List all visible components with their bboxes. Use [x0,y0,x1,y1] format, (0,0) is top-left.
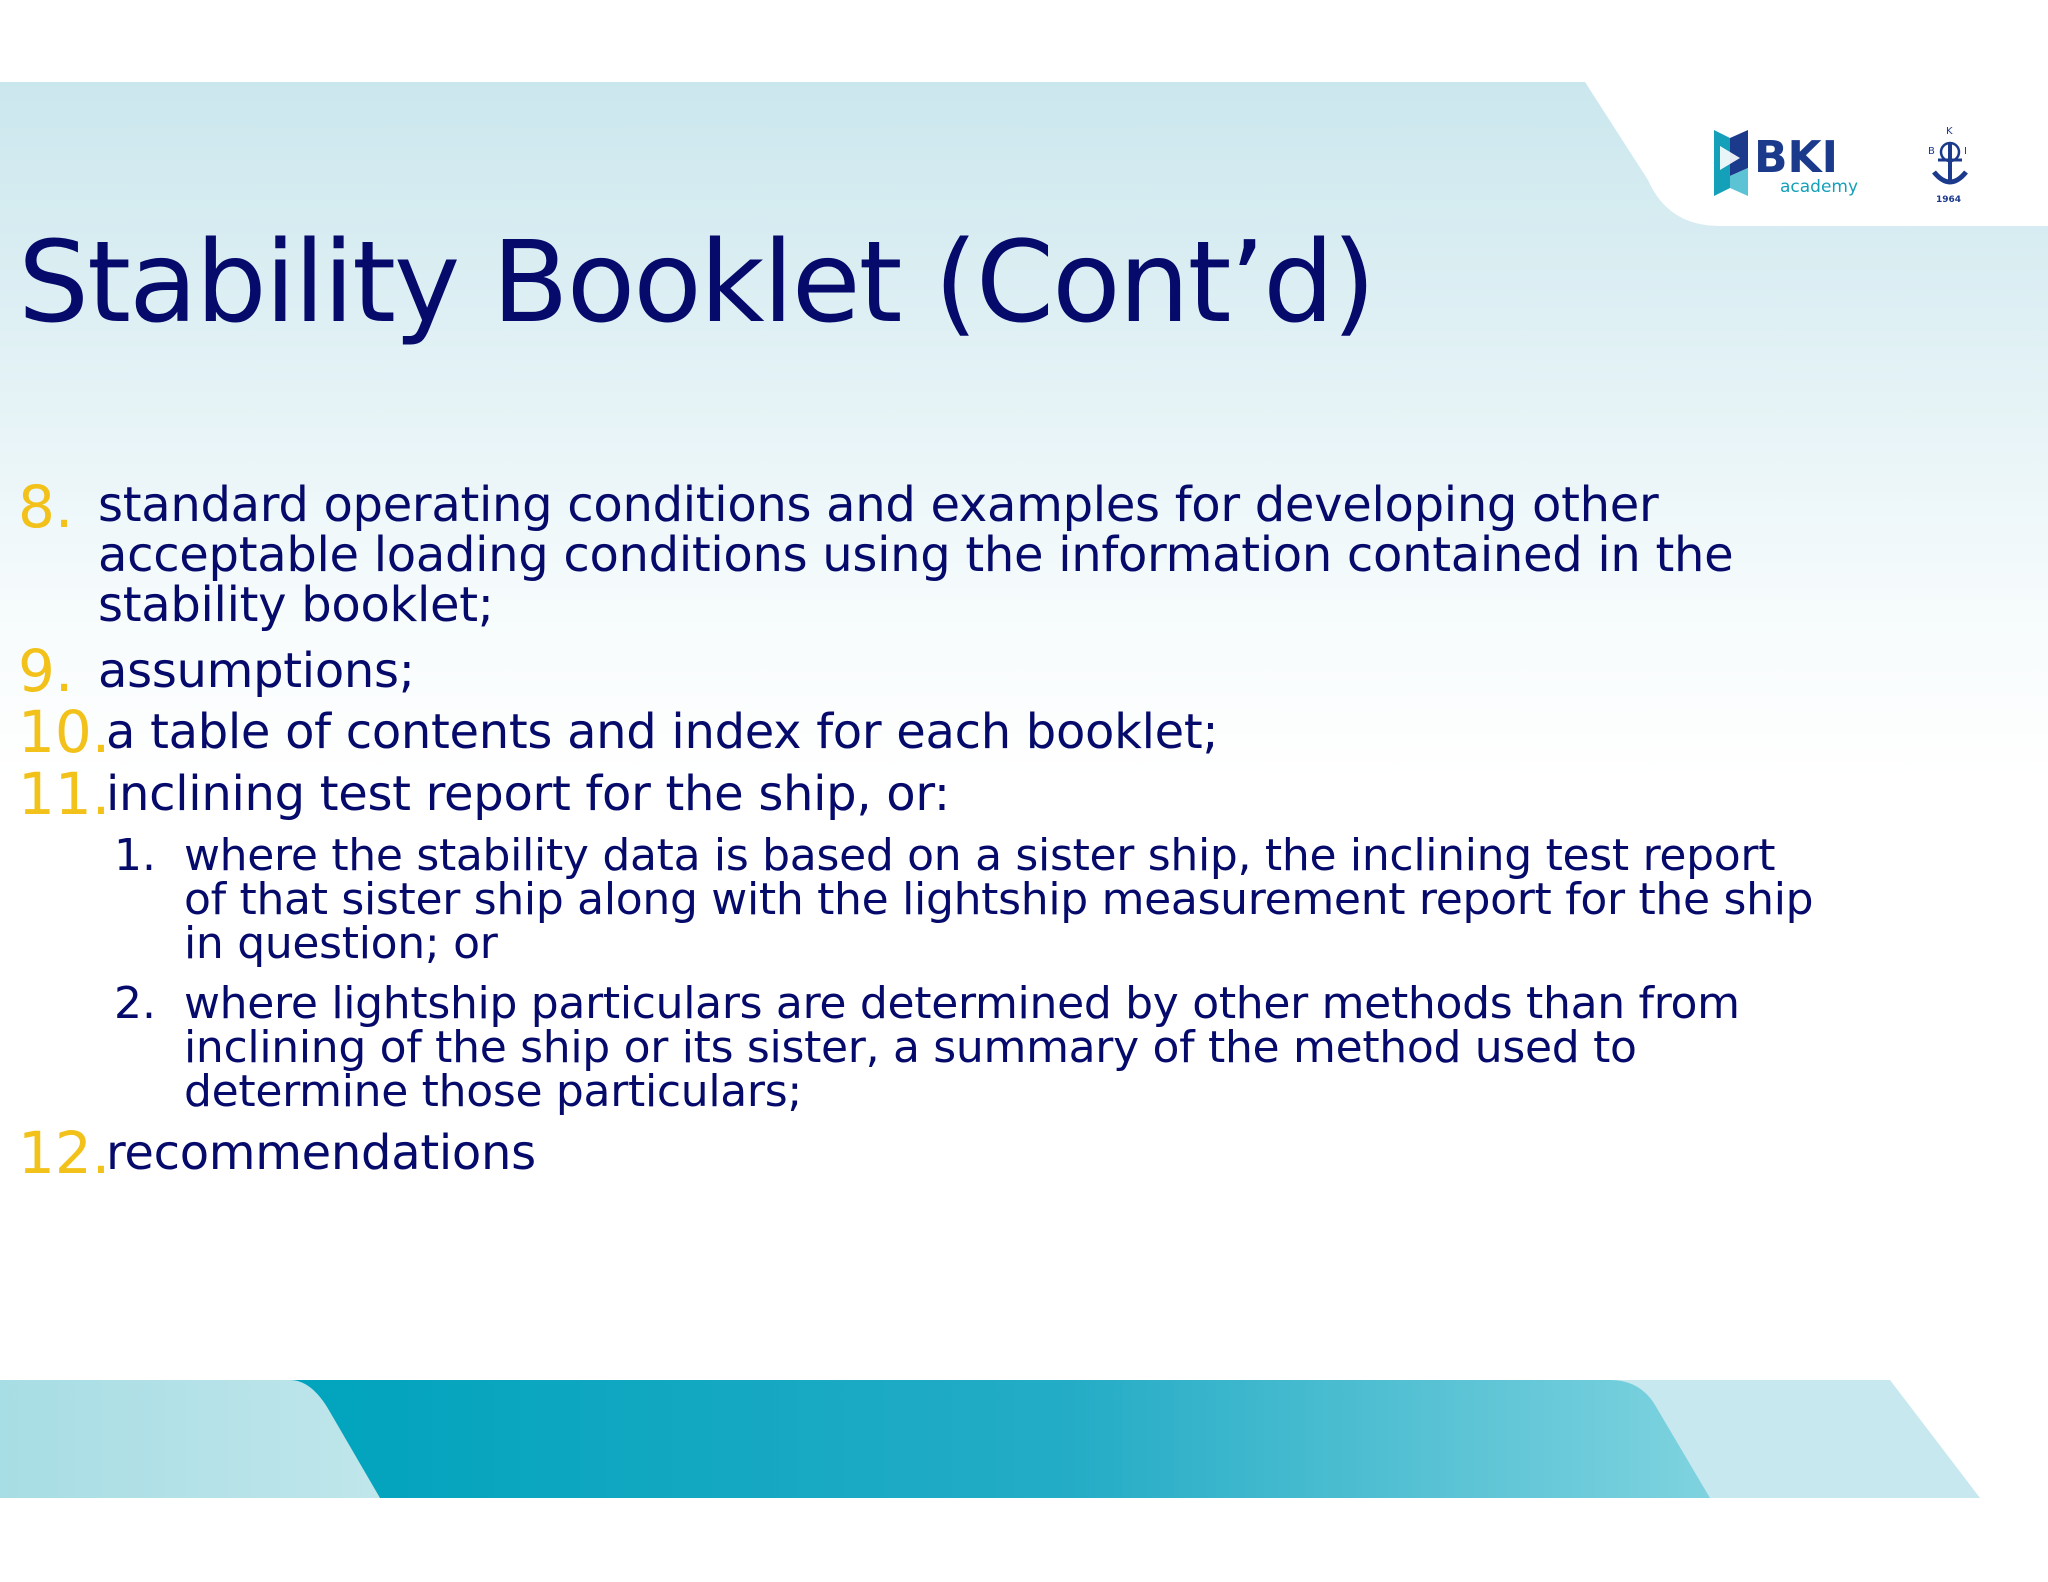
list-item-number: 10. [18,698,111,766]
logo-brand-text: BKI [1754,132,1839,183]
sub-list-item-number: 1. [114,830,156,881]
svg-text:K: K [1946,126,1953,137]
bki-logo-icon [1710,118,1980,208]
list-item-text: recommendations [106,1125,536,1181]
list-item-text: assumptions; [98,643,415,699]
list-item-number: 12. [18,1119,111,1187]
sub-list-item-number: 2. [114,978,156,1029]
list-item-number: 11. [18,760,111,828]
list-item-text: a table of contents and index for each booklet; [106,704,1219,760]
svg-text:B: B [1928,146,1935,157]
svg-text:1964: 1964 [1936,195,1962,205]
anchor-emblem-icon [1928,126,1967,205]
sub-list-item-text: where lightship particulars are determined by other methods than from inclining of the ship or its sister, a summary of the method used to determine those particulars; [184,978,1740,1117]
sub-list-item-text: where the stability data is based on a sister ship, the inclining test report of that sister ship along with the lightship measurement report for the ship in question; or [184,830,1814,969]
list-item-text: inclining test report for the ship, or: [106,766,950,822]
list-item-number: 9. [18,637,74,705]
footer-band [290,1380,1710,1498]
bki-academy-logo [1710,118,1980,208]
list-item-number: 8. [18,473,74,541]
svg-text:I: I [1964,146,1967,157]
slide-title: Stability Booklet (Cont’d) [18,218,1374,348]
logo-subtitle-text: academy [1780,177,1859,197]
list-item-text: standard operating conditions and examples for developing other acceptable loading conditions using the information contained in the stability booklet; [98,477,1734,633]
